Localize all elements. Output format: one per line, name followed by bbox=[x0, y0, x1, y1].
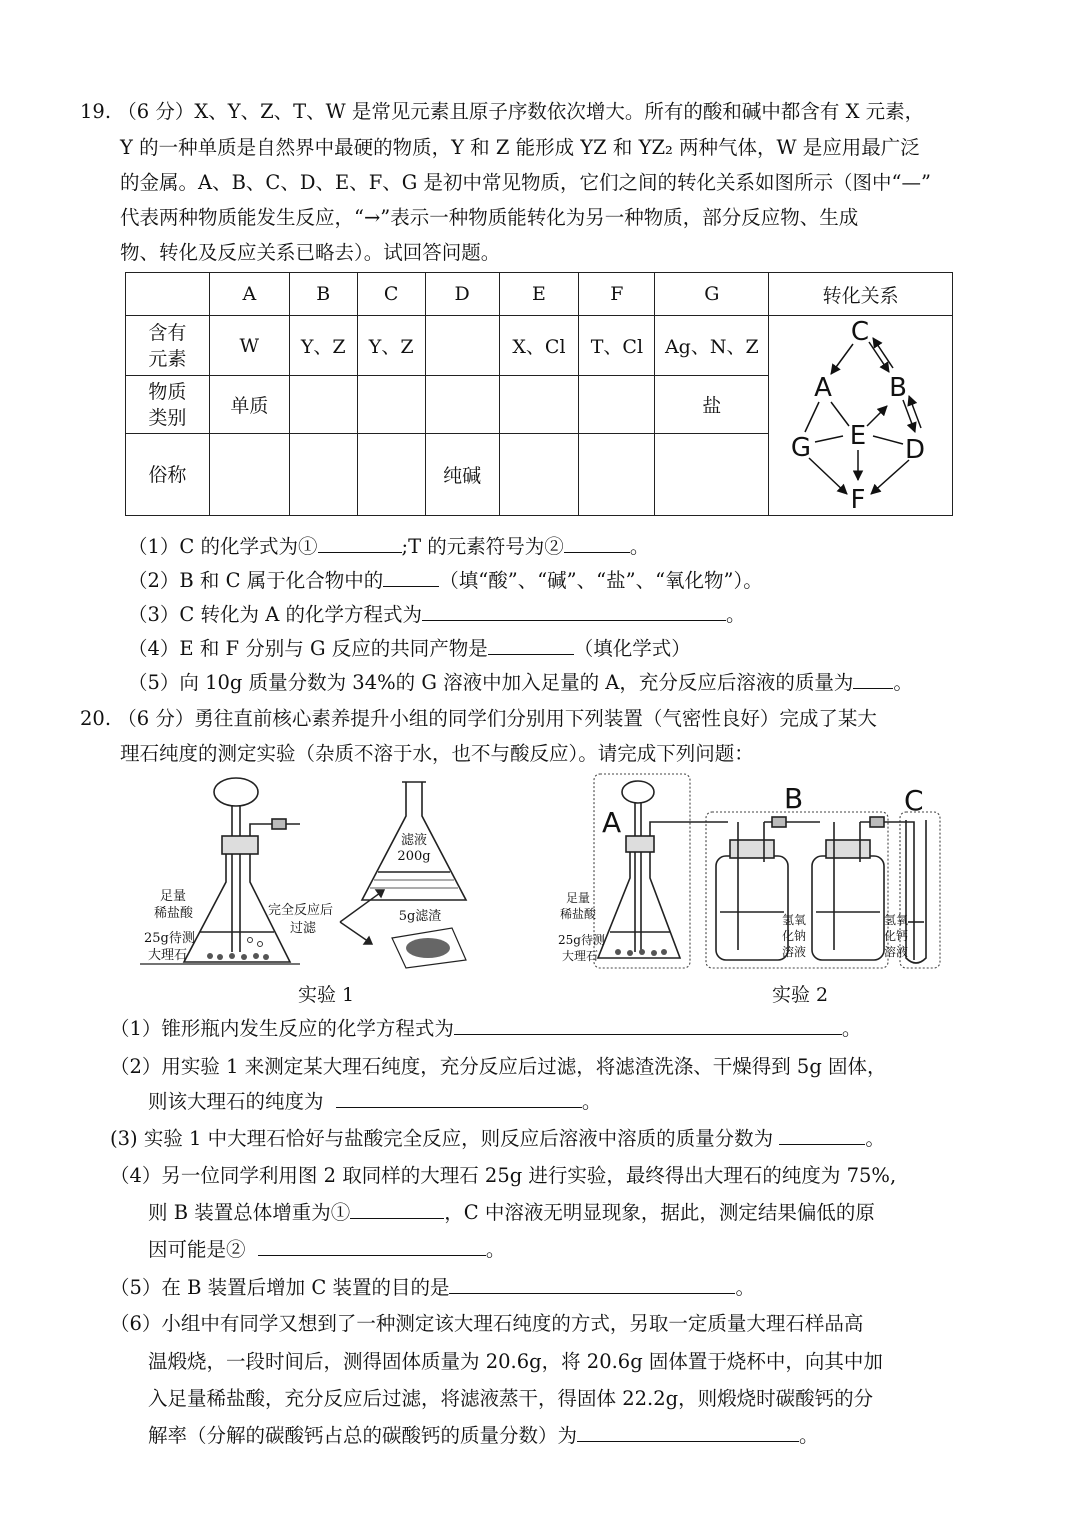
sub-text: 。 bbox=[485, 1238, 506, 1261]
q19-sub-4 bbox=[128, 632, 691, 666]
sub-text: （5）向 10g 质量分数为 34%的 G 溶液中加入足量的 A，充分反应后溶液的质量为 bbox=[128, 671, 854, 694]
q19-line-1: 19. （6 分）X、Y、Z、T、W 是常见元素且原子序数依次增大。所有的酸和碱中都含有 X 元素， bbox=[80, 100, 925, 123]
table-cell bbox=[499, 376, 579, 434]
acid-label: 足量 bbox=[160, 889, 187, 904]
q20-sub-4-line-3 bbox=[148, 1233, 505, 1267]
answer-blank[interactable] bbox=[454, 1012, 842, 1035]
sub-text: 。 bbox=[629, 535, 650, 558]
q20-line-1: 20. （6 分）勇往直前核心素养提升小组的同学们分别用下列装置（气密性良好）完成了某大 bbox=[80, 707, 877, 730]
answer-blank[interactable] bbox=[422, 598, 726, 621]
sub-text: （2）B 和 C 属于化合物中的 bbox=[128, 569, 384, 592]
naoh-label: 化钠 bbox=[782, 929, 807, 943]
answer-blank[interactable] bbox=[488, 632, 574, 655]
q19-sub-1 bbox=[128, 530, 649, 564]
table-cell: 盐 bbox=[655, 376, 769, 434]
q19-line-4: 代表两种物质能发生反应，“→”表示一种物质能转化为另一种物质，部分反应物、生成 bbox=[120, 206, 859, 229]
row-label: 俗称 bbox=[126, 434, 210, 516]
sub-text: （填“酸”、“碱”、“盐”、“氧化物”）。 bbox=[439, 569, 763, 592]
node-d: D bbox=[904, 435, 926, 465]
q20-sub-6-line-3: 入足量稀盐酸，充分反应后过滤，将滤液蒸干，得固体 22.2g，则煅烧时碳酸钙的分 bbox=[148, 1387, 874, 1410]
table-header-cell: C bbox=[357, 273, 425, 316]
q20-sub-6-line-1: （6）小组中有同学又想到了一种测定该大理石纯度的方式，另取一定质量大理石样品高 bbox=[110, 1312, 864, 1335]
node-a: A bbox=[814, 373, 832, 403]
row-label-line: 物质 bbox=[148, 380, 187, 403]
table-cell bbox=[289, 434, 357, 516]
table-cell bbox=[655, 434, 769, 516]
table-cell: T、Cl bbox=[579, 316, 655, 376]
sub-text: 因可能是② bbox=[148, 1238, 246, 1261]
answer-blank[interactable] bbox=[383, 564, 439, 587]
residue-label: 5g滤渣 bbox=[398, 909, 442, 924]
experiment-2-figure bbox=[558, 772, 950, 974]
acid-label: 稀盐酸 bbox=[560, 907, 597, 921]
table-cell: X、Cl bbox=[499, 316, 579, 376]
label-b: B bbox=[784, 782, 804, 815]
q20-sub-2-line-1: （2）用实验 1 来测定某大理石纯度，充分反应后过滤，将滤渣洗涤、干燥得到 5g 固体， bbox=[110, 1055, 887, 1078]
label-a: A bbox=[602, 806, 622, 839]
q20-sub-4-line-1: （4）另一位同学利用图 2 取同样的大理石 25g 进行实验，最终得出大理石的纯度为 75%, bbox=[110, 1164, 897, 1187]
q19-sub-5 bbox=[128, 666, 913, 700]
table-header-cell: F bbox=[579, 273, 655, 316]
answer-blank[interactable] bbox=[350, 1196, 444, 1219]
line-g-e bbox=[815, 436, 843, 442]
sub-text: 。 bbox=[735, 1276, 755, 1299]
arrow-g-to-f bbox=[809, 458, 847, 494]
sub-text: 则该大理石的纯度为 bbox=[148, 1090, 324, 1113]
table-header-cell: 转化关系 bbox=[769, 273, 953, 316]
answer-blank[interactable] bbox=[779, 1122, 865, 1145]
caoh-label: 氢氧 bbox=[884, 913, 909, 927]
row-label-line: 含有 bbox=[148, 321, 187, 344]
q20-sub-6-line-4 bbox=[148, 1419, 819, 1453]
table-cell bbox=[425, 376, 499, 434]
sample-label: 25g待测 bbox=[144, 931, 195, 946]
sub-text: （1）C 的化学式为① bbox=[128, 535, 318, 558]
process-label: 过滤 bbox=[290, 921, 317, 936]
q19-line-2: Y 的一种单质是自然界中最硬的物质，Y 和 Z 能形成 YZ 和 YZ₂ 两种气体，W 是应用最广泛 bbox=[120, 136, 920, 159]
table-cell: 单质 bbox=[209, 376, 289, 434]
arrow-e-to-b bbox=[867, 406, 887, 426]
table-cell bbox=[579, 376, 655, 434]
q19-sub-3 bbox=[128, 598, 746, 632]
naoh-label: 溶液 bbox=[782, 945, 807, 959]
sub-text: 。 bbox=[581, 1090, 602, 1113]
sub-text: （4）E 和 F 分别与 G 反应的共同产物是 bbox=[128, 637, 488, 660]
filtrate-label: 滤液 bbox=[400, 833, 428, 848]
table-header-row bbox=[126, 273, 953, 316]
table-cell bbox=[499, 434, 579, 516]
sub-text: ，C 中溶液无明显现象，据此，测定结果偏低的原 bbox=[444, 1201, 875, 1224]
row-label bbox=[126, 376, 210, 434]
table-cell bbox=[357, 376, 425, 434]
q20-sub-3 bbox=[110, 1122, 885, 1156]
sub-text: 。 bbox=[799, 1424, 819, 1447]
q20-sub-5 bbox=[110, 1271, 755, 1305]
sub-text: （1）锥形瓶内发生反应的化学方程式为 bbox=[110, 1017, 454, 1040]
table-header-cell: G bbox=[655, 273, 769, 316]
residue-pile bbox=[406, 938, 450, 958]
q20-sub-2-line-2 bbox=[148, 1085, 601, 1119]
line-a-g bbox=[805, 402, 819, 432]
relation-diagram bbox=[769, 314, 953, 514]
table-cell bbox=[579, 434, 655, 516]
answer-blank[interactable] bbox=[577, 1419, 799, 1442]
table-cell bbox=[425, 316, 499, 376]
arrow-b-to-d bbox=[903, 400, 915, 432]
sample-label: 25g待测 bbox=[558, 933, 605, 947]
node-b: B bbox=[889, 373, 907, 403]
table-cell: 纯碱 bbox=[425, 434, 499, 516]
q19-sub-2 bbox=[128, 564, 763, 598]
sub-text: (3) 实验 1 中大理石恰好与盐酸完全反应，则反应后溶液中溶质的质量分数为 bbox=[110, 1127, 774, 1150]
table-header-cell: A bbox=[209, 273, 289, 316]
experiment-1-figure bbox=[140, 772, 470, 974]
caoh-label: 溶液 bbox=[884, 945, 909, 959]
table-cell: Ag、N、Z bbox=[655, 316, 769, 376]
sample-label: 大理石 bbox=[148, 948, 188, 963]
sub-text: （填化学式） bbox=[573, 637, 691, 660]
sub-text: 则 B 装置总体增重为① bbox=[148, 1201, 351, 1224]
q20-sub-4-line-2 bbox=[148, 1196, 875, 1230]
sub-text: （5）在 B 装置后增加 C 装置的目的是 bbox=[110, 1276, 450, 1299]
answer-blank[interactable] bbox=[258, 1233, 486, 1256]
sub-text: 。 bbox=[726, 603, 746, 626]
row-label bbox=[126, 316, 210, 376]
stopper bbox=[222, 836, 258, 854]
row-label-line: 类别 bbox=[148, 406, 187, 429]
node-g: G bbox=[790, 433, 812, 463]
sub-text: ;T 的元素符号为② bbox=[401, 535, 564, 558]
table-cell bbox=[289, 376, 357, 434]
node-f: F bbox=[850, 485, 866, 514]
answer-blank[interactable] bbox=[336, 1085, 582, 1108]
sub-text: 。 bbox=[865, 1127, 885, 1150]
table-header-cell: D bbox=[425, 273, 499, 316]
sub-text: （3）C 转化为 A 的化学方程式为 bbox=[128, 603, 423, 626]
table-cell bbox=[357, 434, 425, 516]
row-label-line: 元素 bbox=[148, 347, 187, 370]
table-cell: W bbox=[209, 316, 289, 376]
funnel-bulb bbox=[214, 778, 258, 806]
table-cell: Y、Z bbox=[289, 316, 357, 376]
naoh-label: 氢氧 bbox=[782, 913, 807, 927]
q20-sub-6-line-2: 温煅烧，一段时间后，测得固体质量为 20.6g，将 20.6g 固体置于烧杯中，向其中加 bbox=[148, 1350, 883, 1373]
table-cell: Y、Z bbox=[357, 316, 425, 376]
acid-label: 足量 bbox=[566, 891, 591, 905]
q19-line-5: 物、转化及反应关系已略去）。试回答问题。 bbox=[120, 241, 501, 264]
table-header-cell: B bbox=[289, 273, 357, 316]
arrow-d-to-b bbox=[909, 396, 921, 428]
answer-blank[interactable] bbox=[853, 666, 893, 689]
answer-blank[interactable] bbox=[564, 530, 630, 553]
filtrate-label: 200g bbox=[397, 849, 431, 864]
table-header-cell: E bbox=[499, 273, 579, 316]
process-label: 完全反应后 bbox=[268, 903, 334, 918]
sample-label: 大理石 bbox=[562, 949, 599, 963]
figure-1-caption: 实验 1 bbox=[298, 984, 355, 1006]
label-c: C bbox=[904, 784, 924, 817]
caoh-label: 化钙 bbox=[884, 929, 909, 943]
node-e: E bbox=[849, 421, 867, 451]
arrow-c-to-a bbox=[831, 344, 853, 374]
arrow-d-to-f bbox=[871, 460, 909, 494]
acid-label: 稀盐酸 bbox=[154, 906, 194, 921]
answer-blank[interactable] bbox=[449, 1271, 735, 1294]
q19-line-3: 的金属。A、B、C、D、E、F、G 是初中常见物质，它们之间的转化关系如图所示（图中“—” bbox=[120, 171, 931, 194]
q20-sub-1 bbox=[110, 1012, 861, 1046]
sub-text: 。 bbox=[841, 1017, 862, 1040]
figure-2-caption: 实验 2 bbox=[772, 984, 829, 1006]
table-header-cell bbox=[126, 273, 210, 316]
q20-line-2: 理石纯度的测定实验（杂质不溶于水，也不与酸反应）。请完成下列问题： bbox=[120, 742, 754, 765]
table-cell bbox=[209, 434, 289, 516]
line-e-d bbox=[873, 436, 903, 444]
tube-joint bbox=[272, 819, 286, 829]
line-a-e bbox=[831, 402, 849, 426]
sub-text: 。 bbox=[893, 671, 913, 694]
node-c: C bbox=[850, 317, 870, 347]
answer-blank[interactable] bbox=[318, 530, 402, 553]
sub-text: 解率（分解的碳酸钙占总的碳酸钙的质量分数）为 bbox=[148, 1424, 578, 1447]
